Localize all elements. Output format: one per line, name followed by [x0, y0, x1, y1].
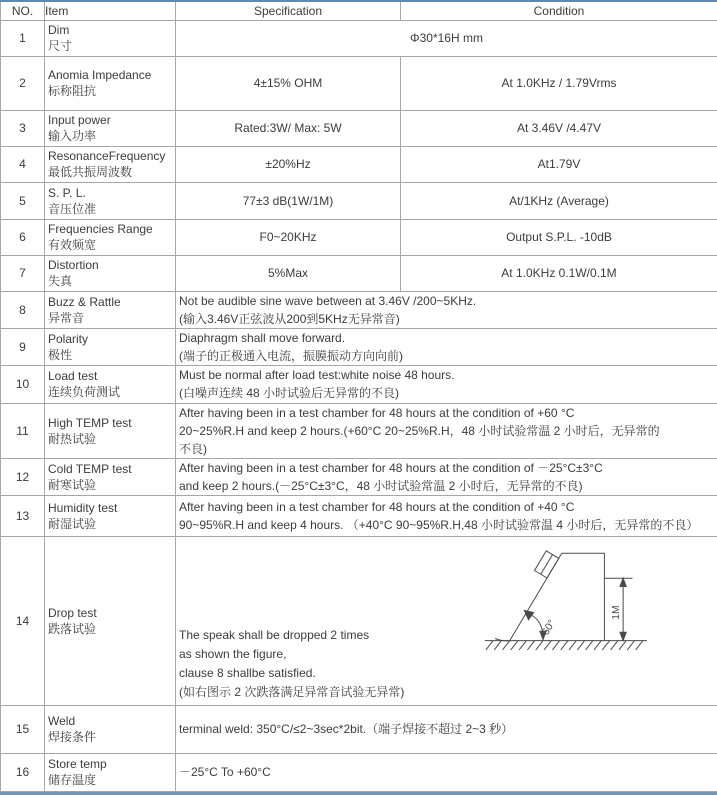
item-name-en: Weld — [48, 713, 175, 729]
spec-line: Must be normal after load test:white noise 48 hours. — [179, 366, 717, 384]
merged-value-cell: Φ30*16H mm — [176, 20, 717, 56]
drop-test-text — [179, 626, 404, 702]
table-row — [1, 291, 717, 328]
col-header-cond: Condition — [401, 2, 717, 20]
merged-value-cell — [176, 458, 717, 495]
item-name-en: Dim — [48, 22, 175, 38]
spec-line: After having been in a test chamber for 48 hours at the condition of +40 °C — [179, 498, 717, 516]
row-number: 7 — [1, 255, 45, 291]
spec-line: and keep 2 hours.(－25°C±3°C，48 小时试验常温 2 小时后，无异常的不良) — [179, 477, 717, 495]
table-row — [1, 110, 717, 146]
item-cell — [45, 458, 176, 495]
table-row — [1, 705, 717, 753]
item-cell — [45, 291, 176, 328]
condition-cell: At 1.0KHz 0.1W/0.1M — [401, 255, 717, 291]
table-row — [1, 182, 717, 219]
spec-line: －25°C To +60°C — [179, 763, 717, 781]
row-number: 14 — [1, 536, 45, 705]
spec-cell: 5%Max — [176, 255, 401, 291]
item-name-zh: 音压位准 — [48, 201, 175, 217]
dimension-arrow-up — [620, 578, 626, 586]
col-header-spec: Specification — [176, 2, 401, 20]
item-name-en: Buzz & Rattle — [48, 294, 175, 310]
table-row — [1, 328, 717, 365]
item-cell — [45, 328, 176, 365]
spec-line: 不良) — [179, 440, 717, 458]
table-row — [1, 56, 717, 110]
item-cell — [45, 255, 176, 291]
item-name-en: S. P. L. — [48, 185, 175, 201]
spec-line: as shown the figure, — [179, 645, 404, 664]
spec-line: After having been in a test chamber for 48 hours at the condition of －25°C±3°C — [179, 459, 717, 477]
row-number: 13 — [1, 495, 45, 536]
merged-value-cell — [176, 495, 717, 536]
spec-line: (如右图示 2 次跌落满足异常音试验无异常) — [179, 683, 404, 702]
merged-value-cell — [176, 403, 717, 458]
spec-line: 90~95%R.H and keep 4 hours. （+40°C 90~95%R.H,48 小时试验常温 4 小时后，无异常的不良） — [179, 516, 717, 534]
col-header-item: Item — [45, 2, 176, 20]
item-name-zh: 耐寒试验 — [48, 477, 175, 493]
item-cell — [45, 403, 176, 458]
item-name-en: Frequencies Range — [48, 221, 175, 237]
condition-cell: Output S.P.L. -10dB — [401, 219, 717, 255]
row-number: 10 — [1, 365, 45, 403]
condition-cell: At1.79V — [401, 146, 717, 182]
item-name-en: Anomia Impedance — [48, 67, 175, 83]
table-row — [1, 495, 717, 536]
merged-value-cell — [176, 328, 717, 365]
item-name-zh: 输入功率 — [48, 128, 175, 144]
table-row — [1, 20, 717, 56]
table-row — [1, 536, 717, 705]
table-row — [1, 219, 717, 255]
spec-line: 20~25%R.H and keep 2 hours.(+60°C 20~25%R.H，48 小时试验常温 2 小时后，无异常的 — [179, 422, 717, 440]
height-label: 1M — [611, 605, 622, 619]
spec-line: Diaphragm shall move forward. — [179, 329, 717, 347]
item-name-en: Cold TEMP test — [48, 461, 175, 477]
row-number: 3 — [1, 110, 45, 146]
merged-value-cell — [176, 705, 717, 753]
spec-cell: 77±3 dB(1W/1M) — [176, 182, 401, 219]
row-number: 4 — [1, 146, 45, 182]
spec-cell: Rated:3W/ Max: 5W — [176, 110, 401, 146]
item-name-zh: 连续负荷测试 — [48, 384, 175, 400]
row-number: 5 — [1, 182, 45, 219]
item-cell — [45, 536, 176, 705]
item-name-en: Polarity — [48, 331, 175, 347]
item-name-zh: 储存温度 — [48, 772, 175, 788]
row-number: 2 — [1, 56, 45, 110]
spec-cell: ±20%Hz — [176, 146, 401, 182]
item-name-en: ResonanceFrequency — [48, 148, 175, 164]
row-number: 6 — [1, 219, 45, 255]
table-row — [1, 365, 717, 403]
angle-arrow-upper — [524, 610, 533, 619]
angle-label: 60° — [540, 618, 558, 637]
condition-cell: At 3.46V /4.47V — [401, 110, 717, 146]
spec-line: terminal weld: 350°C/≤2~3sec*2bit.（端子焊接不超过 2~3 秒） — [179, 720, 717, 738]
table-row — [1, 403, 717, 458]
condition-cell: At 1.0KHz / 1.79Vrms — [401, 56, 717, 110]
item-name-en: Drop test — [48, 605, 175, 621]
merged-value-cell — [176, 536, 717, 705]
ground-hatch — [486, 640, 643, 649]
item-cell — [45, 705, 176, 753]
condition-cell: At/1KHz (Average) — [401, 182, 717, 219]
row-number: 1 — [1, 20, 45, 56]
item-name-en: Load test — [48, 368, 175, 384]
item-name-en: High TEMP test — [48, 415, 175, 431]
spec-line: (端子的正极通入电流，振膜振动方向向前) — [179, 347, 717, 365]
row-number: 15 — [1, 705, 45, 753]
item-cell — [45, 365, 176, 403]
item-name-en: Distortion — [48, 257, 175, 273]
spec-line: After having been in a test chamber for 48 hours at the condition of +60 °C — [179, 404, 717, 422]
item-name-zh: 耐湿试验 — [48, 516, 175, 532]
spec-line: The speak shall be dropped 2 times — [179, 626, 404, 645]
row-number: 12 — [1, 458, 45, 495]
item-cell — [45, 110, 176, 146]
spec-cell: F0~20KHz — [176, 219, 401, 255]
item-name-zh: 有效频宽 — [48, 237, 175, 253]
spec-line: Not be audible sine wave between at 3.46V /200~5KHz. — [179, 292, 717, 310]
merged-value-cell — [176, 365, 717, 403]
row-number: 8 — [1, 291, 45, 328]
item-name-zh: 失真 — [48, 273, 175, 289]
spec-line: (输入3.46V正弦波从200到5KHz无异常音) — [179, 310, 717, 328]
item-cell — [45, 495, 176, 536]
header-row — [1, 2, 717, 20]
item-name-zh: 焊接条件 — [48, 729, 175, 745]
row-number: 9 — [1, 328, 45, 365]
table-row — [1, 255, 717, 291]
table-row — [1, 753, 717, 791]
merged-value-cell — [176, 291, 717, 328]
item-name-zh: 异常音 — [48, 310, 175, 326]
item-name-zh: 标称阻抗 — [48, 83, 175, 99]
item-name-en: Input power — [48, 112, 175, 128]
spec-table — [0, 2, 717, 792]
row-number: 11 — [1, 403, 45, 458]
item-name-zh: 最低共振周波数 — [48, 164, 175, 180]
item-name-zh: 耐热试验 — [48, 431, 175, 447]
spec-line: (白噪声连续 48 小时试验后无异常的不良) — [179, 384, 717, 402]
row-number: 16 — [1, 753, 45, 791]
drop-test-figure — [484, 547, 652, 651]
table-row — [1, 146, 717, 182]
col-header-no: NO. — [1, 2, 45, 20]
item-cell — [45, 182, 176, 219]
item-cell — [45, 146, 176, 182]
spec-cell: 4±15% OHM — [176, 56, 401, 110]
item-cell — [45, 219, 176, 255]
spec-line: clause 8 shallbe satisfied. — [179, 664, 404, 683]
table-row — [1, 458, 717, 495]
item-name-zh: 尺寸 — [48, 38, 175, 54]
merged-value-cell — [176, 753, 717, 791]
item-cell — [45, 56, 176, 110]
item-name-en: Humidity test — [48, 500, 175, 516]
item-name-zh: 跌落试验 — [48, 621, 175, 637]
item-name-zh: 极性 — [48, 347, 175, 363]
item-cell — [45, 753, 176, 791]
item-name-en: Store temp — [48, 756, 175, 772]
item-cell — [45, 20, 176, 56]
dimension-arrow-down — [620, 632, 626, 640]
